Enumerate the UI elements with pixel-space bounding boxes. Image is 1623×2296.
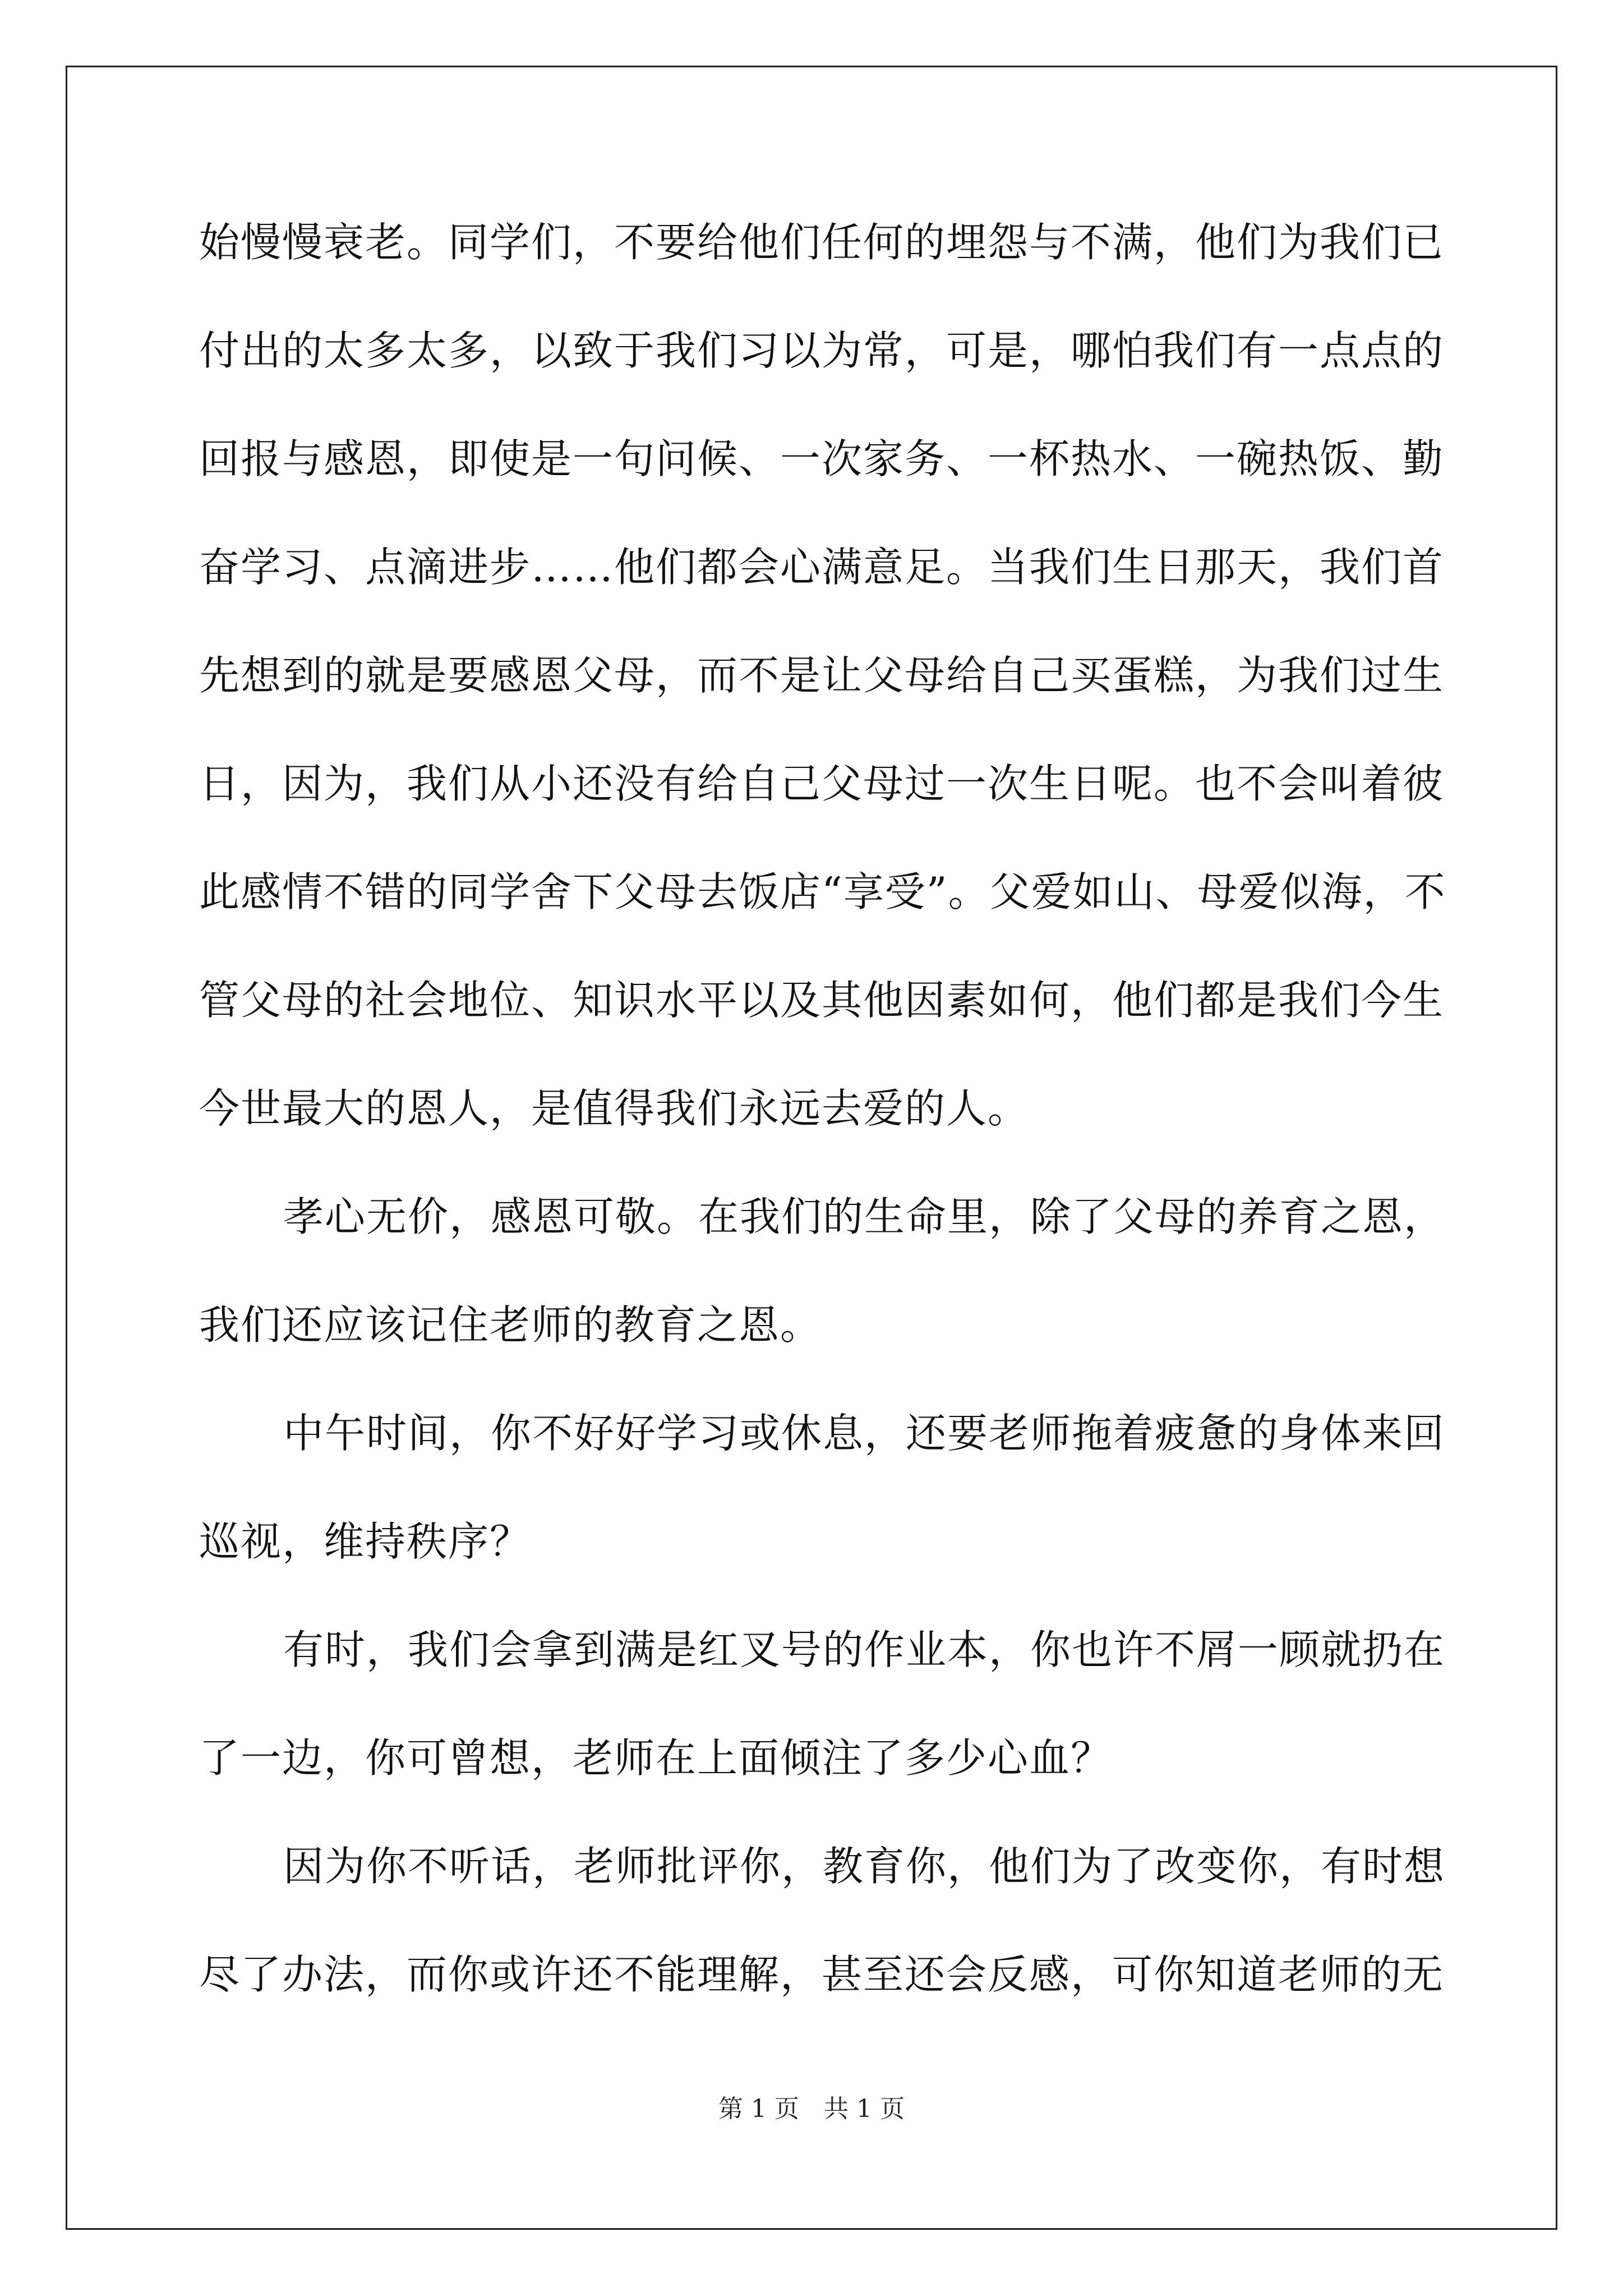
body-text-line: 始慢慢衰老。同学们，不要给他们任何的埋怨与不满，他们为我们已 [199, 219, 1445, 266]
body-text-line: 了一边，你可曾想，老师在上面倾注了多少心血？ [199, 1734, 1113, 1782]
paragraph-first-line: 孝心无价，感恩可敬。在我们的生命里，除了父母的养育之恩， [283, 1193, 1446, 1240]
body-text-line: 巡视，维持秩序？ [199, 1518, 532, 1565]
body-text-line: 管父母的社会地位、知识水平以及其他因素如何，他们都是我们今生 [199, 977, 1445, 1024]
body-text-line: 尽了办法，而你或许还不能理解，甚至还会反感，可你知道老师的无 [199, 1951, 1445, 1998]
body-text-line: 此感情不错的同学舍下父母去饭店“享受”。父爱如山、母爱似海，不 [199, 868, 1446, 915]
body-text-line: 回报与感恩，即使是一句问候、一次家务、一杯热水、一碗热饭、勤 [199, 435, 1445, 482]
body-text-line: 付出的太多太多，以致于我们习以为常，可是，哪怕我们有一点点的 [199, 327, 1445, 374]
paragraph-first-line: 中午时间，你不好好学习或休息，还要老师拖着疲惫的身体来回 [283, 1410, 1446, 1457]
paragraph-first-line: 因为你不听话，老师批评你，教育你，他们为了改变你，有时想 [283, 1843, 1446, 1890]
body-text-line: 先想到的就是要感恩父母，而不是让父母给自己买蛋糕，为我们过生 [199, 652, 1445, 699]
body-text-line: 我们还应该记住老师的教育之恩。 [199, 1301, 822, 1349]
body-text-line: 今世最大的恩人，是值得我们永远去爱的人。 [199, 1085, 1030, 1132]
paragraph-first-line: 有时，我们会拿到满是红叉号的作业本，你也许不屑一顾就扔在 [283, 1626, 1446, 1673]
body-text-line: 日，因为，我们从小还没有给自己父母过一次生日呢。也不会叫着彼 [199, 760, 1445, 807]
page-footer: 第 1 页 共 1 页 [718, 2095, 905, 2123]
body-text-line: 奋学习、点滴进步……他们都会心满意足。当我们生日那天，我们首 [199, 544, 1445, 591]
page-border [66, 66, 1557, 2230]
